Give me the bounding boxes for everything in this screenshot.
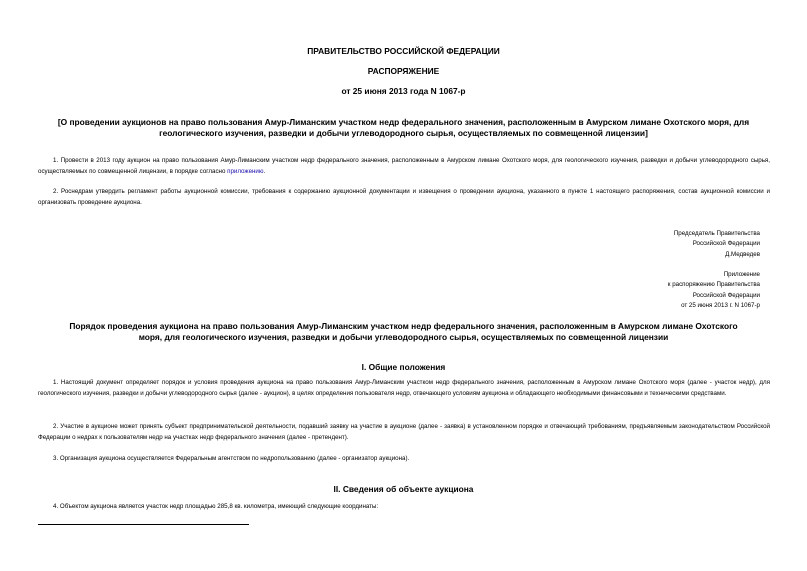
order-paragraph-1-text: 1. Провести в 2013 году аукцион на право пользования Амур-Лиманским участком недр федерального значения, расположенным в Амурском лимане Охотского моря, для геологического изучения, разведки и добычи углеводородного сырья, осуществляемых по совмещенной лицензии, в порядке согласно — [38, 157, 770, 175]
footnote-divider — [38, 524, 249, 525]
signature-block — [0, 229, 760, 260]
appendix-line2: к распоряжению Правительства — [667, 281, 760, 289]
document-title-line2: геологического изучения, разведки и добычи углеводородного сырья, осуществляемых по совмещенной лицензии] — [159, 128, 648, 138]
section-1-paragraph-2: 2. Участие в аукционе может принять субъект предпринимательской деятельности, подавший заявку на участие в аукционе (далее - заявка) в установленном порядке и отвечающий требованиям, предъявляемым законодательством Российской Федерации о недрах к пользователям недр на участках недр федерального значения (далее - претендент). — [38, 423, 770, 441]
document-title — [0, 117, 807, 139]
section-2-paragraph-4: 4. Объектом аукциона является участок недр площадью 285,8 кв. километра, имеющий следующие координаты: — [53, 503, 379, 510]
section-1-paragraph-3: 3. Организация аукциона осуществляется Федеральным агентством по недропользованию (далее - организатор аукциона). — [53, 455, 410, 462]
document-date: от 25 июня 2013 года N 1067-р — [341, 86, 466, 96]
signature-position: Председатель Правительства — [673, 230, 760, 237]
procedure-title — [0, 321, 807, 343]
appendix-link[interactable]: приложению — [227, 168, 264, 175]
appendix-reference — [0, 270, 760, 312]
procedure-title-line2: моря, для геологического изучения, разведки и добычи углеводородного сырья, осуществляемых по совмещенной лицензии — [138, 332, 669, 342]
document-title-line1: [О проведении аукционов на право пользования Амур-Лиманским участком недр федерального значения, расположенным в Амурском лимане Охотского моря, для — [57, 117, 750, 127]
government-heading: ПРАВИТЕЛЬСТВО РОССИЙСКОЙ ФЕДЕРАЦИИ — [307, 46, 500, 56]
order-paragraph-1-end: . — [263, 168, 266, 175]
signature-country: Российской Федерации — [692, 240, 760, 248]
appendix-label: Приложение — [723, 271, 760, 278]
appendix-line3: Российской Федерации — [692, 291, 760, 299]
section-1-heading: I. Общие положения — [361, 362, 446, 372]
section-1-paragraph-1: 1. Настоящий документ определяет порядок и условия проведения аукциона на право пользования Амур-Лиманским участком недр федерального значения, расположенным в Амурском лимане Охотского моря (далее - участок недр), для геологического изучения, разведки и добычи углеводородного сырья (далее - аукцион), в целях определения пользователя недр, отвечающего условиям аукциона и обладающего необходимыми финансовыми и техническими средствами. — [38, 379, 770, 397]
procedure-title-line1: Порядок проведения аукциона на право пользования Амур-Лиманским участком недр федерального значения, расположенным в Амурском лимане Охотского — [69, 321, 738, 331]
order-paragraph-2: 2. Роснедрам утвердить регламент работы аукционной комиссии, требования к содержанию аукционной документации и извещения о проведении аукциона, указанного в пункте 1 настоящего распоряжения, состав аукционной комиссии и организовать проведение аукциона. — [38, 188, 770, 206]
signature-name: Д.Медведев — [725, 250, 760, 258]
order-paragraph-1 — [38, 155, 770, 177]
document-type: РАСПОРЯЖЕНИЕ — [367, 66, 440, 76]
appendix-date: от 25 июня 2013 г. N 1067-р — [681, 302, 760, 310]
section-2-heading: II. Сведения об объекте аукциона — [333, 484, 474, 494]
